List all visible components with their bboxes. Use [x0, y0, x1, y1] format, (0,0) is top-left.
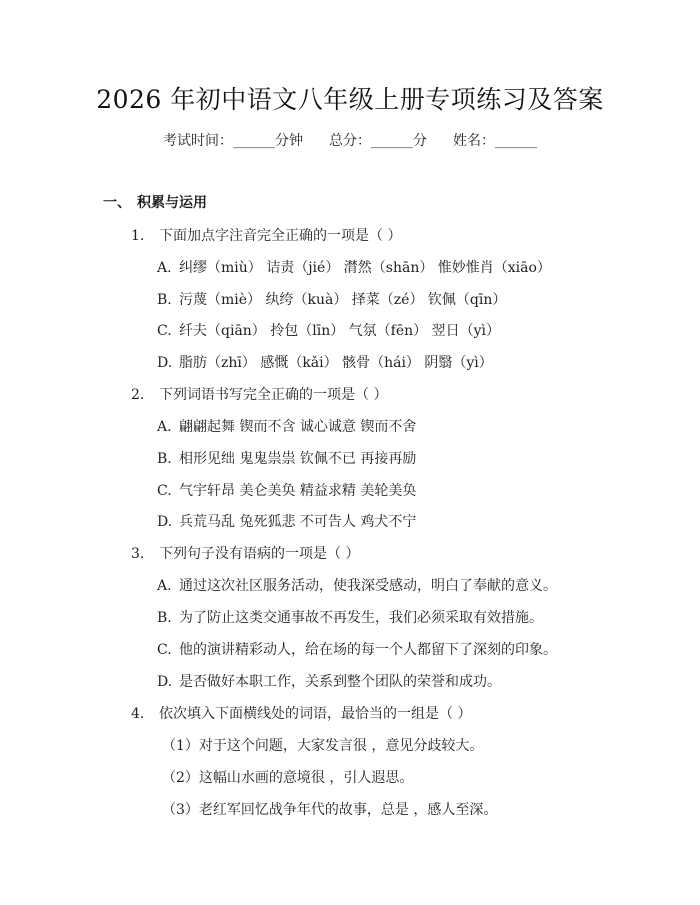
question-1: [131, 225, 401, 245]
option-text: 气宇轩昂 美仑美奂 精益求精 美轮美奂: [179, 483, 417, 499]
question-text: 下列句子没有语病的一项是（ ）: [159, 546, 360, 562]
q1-option-a: [157, 257, 551, 277]
section-heading: [103, 192, 207, 212]
exam-time-field: 考试时间：______分钟: [163, 133, 303, 149]
q3-option-d: [157, 671, 501, 691]
option-letter: C.: [157, 483, 172, 499]
total-score-field: 总分：______分: [329, 133, 427, 149]
question-number: 3.: [131, 546, 145, 562]
question-number: 1.: [131, 228, 145, 244]
q3-option-a: [157, 575, 557, 595]
option-letter: B.: [157, 610, 172, 626]
option-text: 兵荒马乱 兔死狐悲 不可告人 鸡犬不宁: [179, 514, 417, 530]
q3-option-b: [157, 607, 543, 627]
q2-option-c: [157, 480, 416, 500]
option-letter: A.: [157, 578, 172, 594]
option-text: 是否做好本职工作，关系到整个团队的荣誉和成功。: [179, 674, 501, 690]
option-letter: A.: [157, 419, 172, 435]
option-text: 相形见绌 鬼鬼祟祟 钦佩不已 再接再励: [179, 451, 417, 467]
q3-option-c: [157, 639, 557, 659]
section-title: 积累与运用: [137, 195, 207, 211]
option-letter: B.: [157, 451, 172, 467]
q1-option-c: [157, 320, 500, 340]
option-letter: A.: [157, 260, 172, 276]
q1-option-d: [157, 352, 493, 372]
option-letter: C.: [157, 323, 172, 339]
option-letter: D.: [157, 674, 173, 690]
exam-meta: [0, 130, 700, 150]
section-number: 一、: [103, 195, 131, 211]
option-letter: B.: [157, 292, 172, 308]
q2-option-d: [157, 511, 416, 531]
q4-blank-sentence-2: （2）这幅山水画的意境很 ，引人遐思。: [162, 770, 414, 786]
option-text: 通过这次社区服务活动，使我深受感动，明白了奉献的意义。: [179, 578, 557, 594]
question-text: 下列词语书写完全正确的一项是（ ）: [159, 387, 388, 403]
q4-blank-sentence-3: （3）老红军回忆战争年代的故事，总是 ，感人至深。: [162, 802, 498, 818]
option-text: 脂肪（zhī） 感慨（kǎi） 骸骨（hái） 阴翳（yì）: [179, 355, 493, 371]
option-letter: D.: [157, 355, 173, 371]
option-letter: C.: [157, 642, 172, 658]
option-text: 翩翩起舞 锲而不含 诚心诚意 锲而不舍: [179, 419, 417, 435]
question-3: [131, 543, 359, 563]
q2-option-a: [157, 416, 416, 436]
option-letter: D.: [157, 514, 173, 530]
name-field: 姓名：______: [453, 133, 537, 149]
q2-option-b: [157, 448, 416, 468]
question-4: [131, 703, 471, 723]
question-number: 2.: [131, 387, 145, 403]
page-title: 2026 年初中语文八年级上册专项练习及答案: [96, 85, 604, 114]
question-number: 4.: [131, 706, 145, 722]
q1-option-b: [157, 289, 506, 309]
option-text: 纠缪（miù） 诘责（jié） 潸然（shān） 惟妙惟肖（xiāo）: [179, 260, 551, 276]
option-text: 污蔑（miè） 纨绔（kuà） 择菜（zé） 钦佩（qīn）: [179, 292, 507, 308]
option-text: 他的演讲精彩动人，给在场的每一个人都留下了深刻的印象。: [179, 642, 557, 658]
question-text: 依次填入下面横线处的词语，最恰当的一组是（ ）: [159, 706, 472, 722]
question-text: 下面加点字注音完全正确的一项是（ ）: [159, 228, 402, 244]
q4-blank-sentence-1: （1）对于这个问题，大家发言很 ，意见分歧较大。: [162, 738, 484, 754]
question-2: [131, 384, 387, 404]
option-text: 纤夫（qiān） 拎包（līn） 气氛（fēn） 翌日（yì）: [179, 323, 500, 339]
option-text: 为了防止这类交通事故不再发生，我们必须采取有效措施。: [179, 610, 543, 626]
